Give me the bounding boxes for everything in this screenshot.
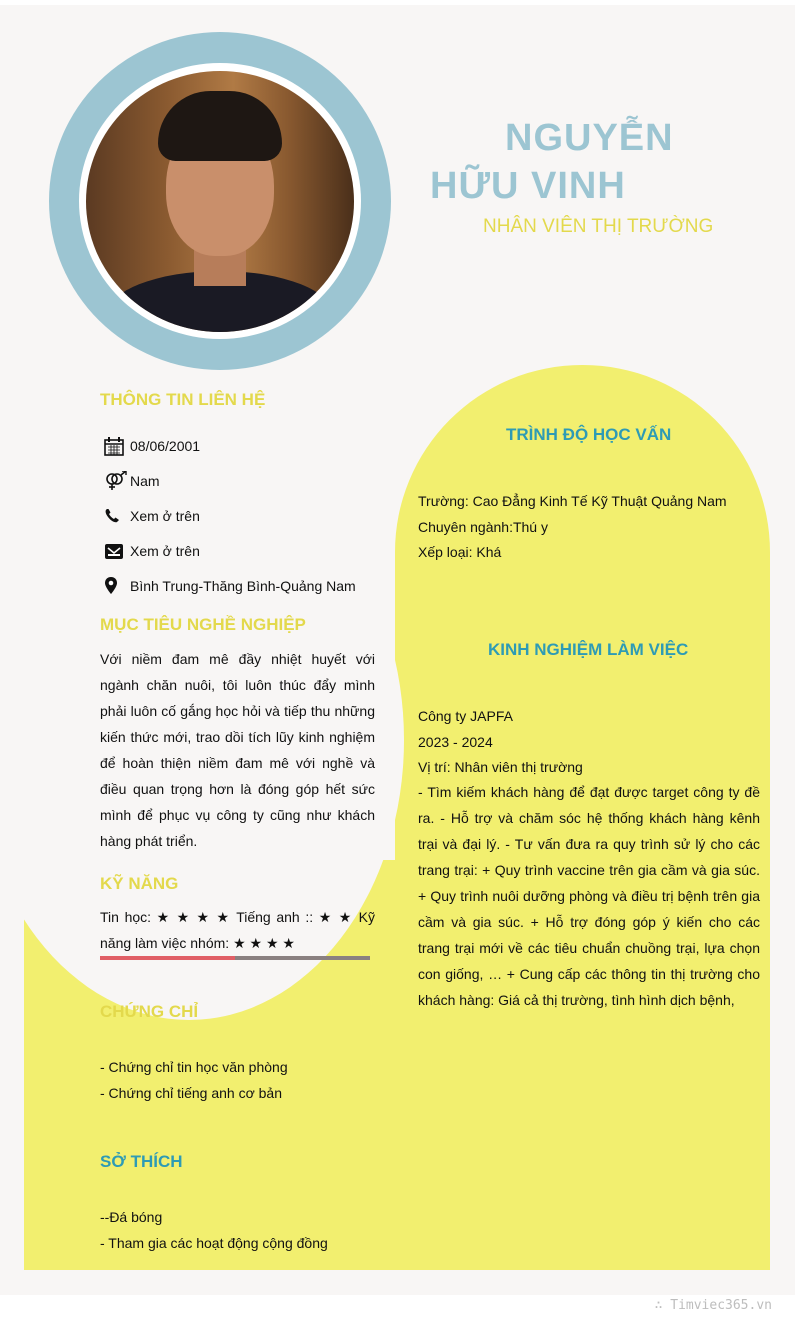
- birthday-value: 08/06/2001: [130, 438, 201, 454]
- experience-company: Công ty JAPFA: [418, 708, 513, 724]
- name-line-1: NGUYỄN: [505, 117, 674, 159]
- location-pin-icon: [104, 576, 130, 596]
- skill-progress-fill: [100, 956, 235, 960]
- objective-heading: MỤC TIÊU NGHỀ NGHIỆP: [100, 615, 306, 634]
- experience-header: [418, 704, 583, 781]
- gender-icon: [104, 471, 130, 491]
- contact-item-birthday: [104, 436, 200, 456]
- phone-icon: [104, 506, 130, 526]
- experience-period: 2023 - 2024: [418, 733, 493, 750]
- experience-heading: KINH NGHIỆM LÀM VIỆC: [488, 640, 689, 659]
- avatar: [86, 71, 354, 332]
- name-line-2: HỮU VINH: [430, 165, 626, 207]
- education-grade: Xếp loại: Khá: [418, 544, 502, 560]
- education-school: Trường: Cao Đẳng Kinh Tế Kỹ Thuật Quảng Nam: [418, 493, 727, 509]
- education-major: Chuyên ngành:Thú y: [418, 518, 548, 535]
- contact-item-email: [104, 541, 200, 561]
- experience-role: Vị trí: Nhân viên thị trường: [418, 759, 583, 775]
- email-value: Xem ở trên: [130, 543, 200, 559]
- education-heading: TRÌNH ĐỘ HỌC VẤN: [506, 425, 672, 444]
- contact-item-gender: [104, 471, 160, 491]
- watermark: ∴ Timviec365.vn: [654, 1298, 772, 1313]
- certificate-item: - Chứng chỉ tin học văn phòng: [100, 1059, 288, 1075]
- cv-page: [0, 5, 795, 1295]
- contact-item-address: [104, 576, 356, 596]
- experience-description: - Tìm kiếm khách hàng để đạt được target công ty đề ra. - Hỗ trợ và chăm sóc hệ thống khách hàng kênh trại và đại lý. - Tư vấn đưa ra quy trình sử lý cho các trang trại: + Quy trình vaccine trên gia cầm và gia súc. + Quy trình nuôi dưỡng phòng và điều trị bệnh trên gia cầm và gia súc. + Hỗ trợ đóng góp ý kiến cho các trang trại mới về các tiêu chuẩn chuồng trại, lựa chọn con giống, … + Cung cấp các thông tin thị trường cho khách hàng: Giá cả thị trường, tình hình dịch bệnh,: [418, 784, 760, 1008]
- job-position: NHÂN VIÊN THỊ TRƯỜNG: [483, 216, 714, 237]
- phone-value: Xem ở trên: [130, 508, 200, 524]
- skills-text: Tin học: ★ ★ ★ ★ Tiếng anh :: ★ ★ Kỹ năng làm việc nhóm: ★ ★ ★ ★: [100, 909, 375, 951]
- education-details: [418, 489, 727, 566]
- calendar-icon: [104, 436, 130, 456]
- hobbies-list: [100, 1205, 328, 1256]
- certificates-list: [100, 1055, 288, 1106]
- certificates-heading: CHỨNG CHỈ: [100, 1002, 199, 1021]
- certificate-item: - Chứng chỉ tiếng anh cơ bản: [100, 1084, 282, 1101]
- contact-heading: THÔNG TIN LIÊN HỆ: [100, 390, 266, 409]
- skills-heading: KỸ NĂNG: [100, 874, 179, 893]
- hobbies-heading: SỞ THÍCH: [100, 1152, 183, 1171]
- hobby-item: --Đá bóng: [100, 1209, 163, 1225]
- email-icon: [104, 541, 130, 561]
- hobby-item: - Tham gia các hoạt động cộng đồng: [100, 1234, 328, 1251]
- contact-item-phone: [104, 506, 200, 526]
- address-value: Bình Trung-Thăng Bình-Quảng Nam: [130, 578, 356, 594]
- gender-value: Nam: [130, 473, 160, 489]
- objective-text: Với niềm đam mê đầy nhiệt huyết với ngành chăn nuôi, tôi luôn thúc đẩy mình phải luôn cố gắng học hỏi và tiếp thu những kiến thức mới, trao dồi tích lũy kinh nghiệm để hoàn thiện niềm đam mê với nghề và điều quan trọng hơn là đóng góp hết sức mình để phục vụ công ty cũng như khách hàng phát triển.: [100, 651, 375, 849]
- skill-progress-bar: [100, 956, 370, 960]
